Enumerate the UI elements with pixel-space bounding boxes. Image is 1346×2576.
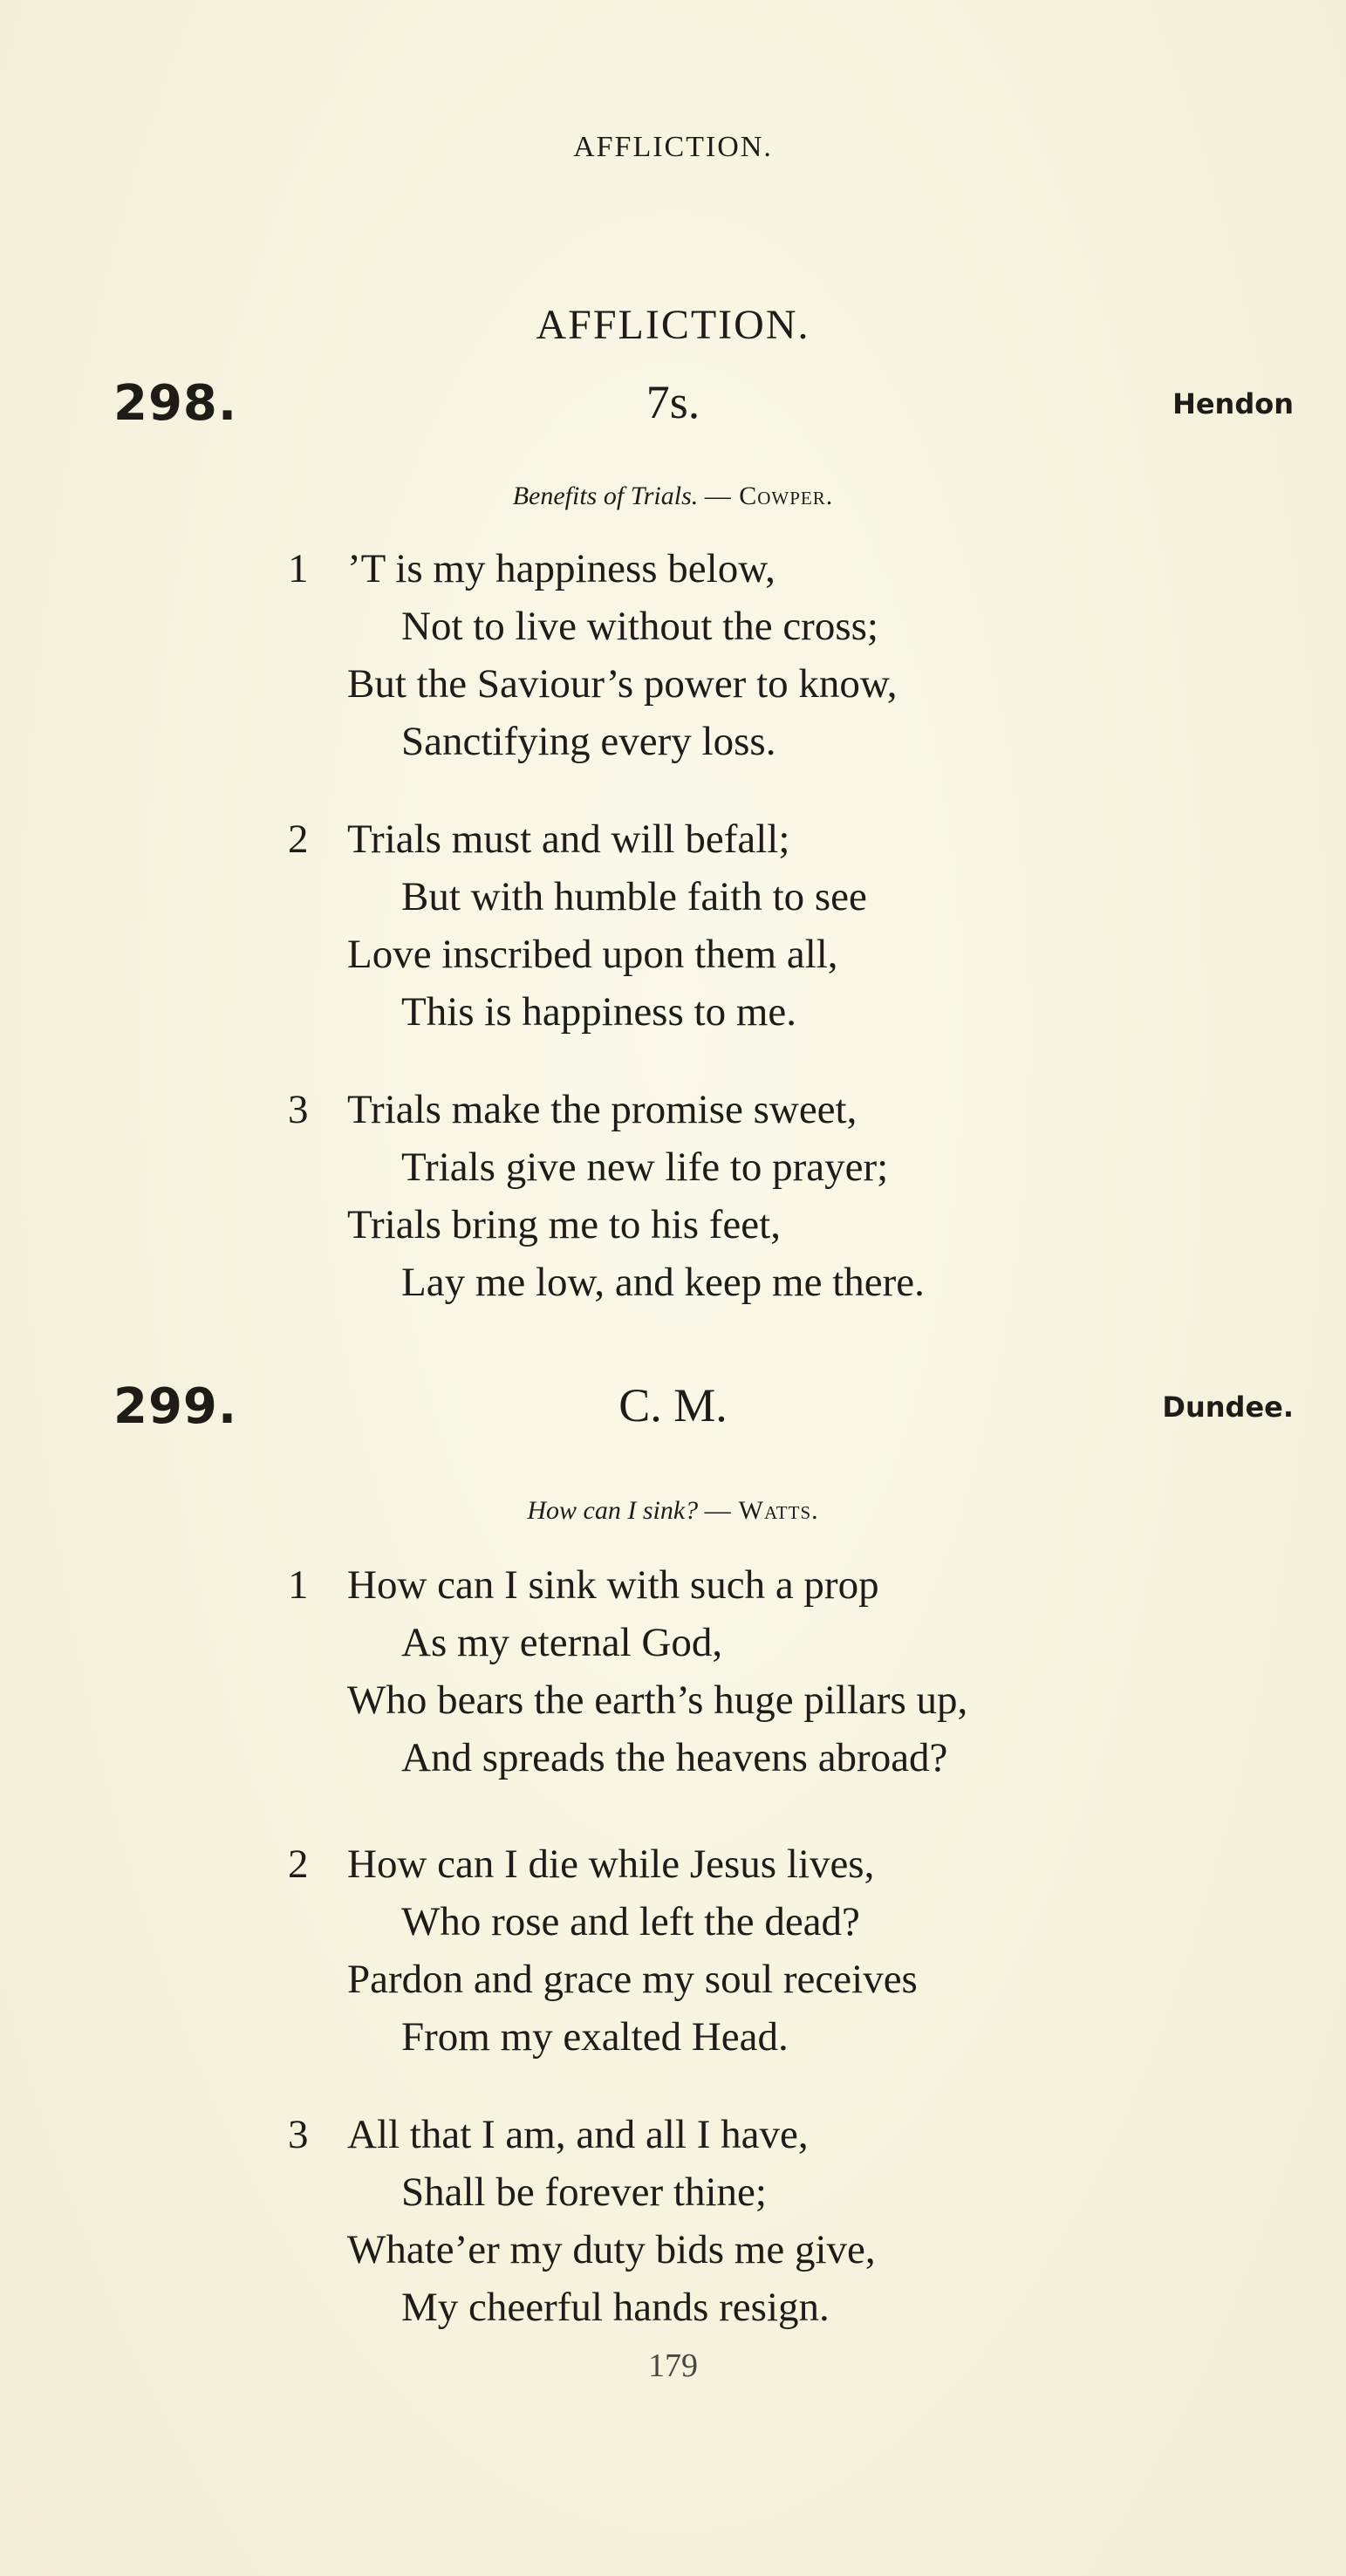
hymn-subtitle [0, 1496, 1346, 1526]
stanza-number: 2 [288, 817, 309, 862]
section-title: AFFLICTION. [536, 302, 810, 348]
hymn-author: — Cowper. [704, 482, 834, 510]
verse-line: Sanctifying every loss. [401, 719, 776, 764]
stanza-number: 1 [288, 1562, 309, 1608]
hymn-number: 299. [113, 1378, 238, 1435]
verse-line: How can I sink with such a prop [347, 1562, 879, 1608]
verse-line: But with humble faith to see [401, 874, 867, 919]
hymn-subtitle-text: Benefits of Trials. [512, 482, 699, 510]
stanza-number: 1 [288, 546, 309, 591]
hymn-tune: Dundee. [1162, 1390, 1294, 1424]
hymn-meter: C. M. [618, 1379, 728, 1431]
verse-line: Who bears the earth’s huge pillars up, [347, 1677, 968, 1723]
hymn-meter: 7s. [646, 376, 700, 428]
verse-line: All that I am, and all I have, [347, 2112, 809, 2157]
verse-line: Not to live without the cross; [401, 604, 878, 649]
stanza-number: 3 [288, 1087, 309, 1132]
verse-line: My cheerful hands resign. [401, 2285, 830, 2330]
verse-line: But the Saviour’s power to know, [347, 661, 898, 707]
verse-line: Shall be forever thine; [401, 2169, 767, 2215]
hymn-number: 298. [113, 375, 238, 432]
stanza-number: 3 [288, 2112, 309, 2157]
verse-line: This is happiness to me. [401, 989, 796, 1035]
verse-line: Who rose and left the dead? [401, 1899, 860, 1944]
verse-line: Whate’er my duty bids me give, [347, 2227, 876, 2272]
hymn-subtitle [0, 482, 1346, 511]
verse-line: ’T is my happiness below, [347, 546, 775, 591]
verse-line: From my exalted Head. [401, 2014, 789, 2060]
verse-line: Love inscribed upon them all, [347, 932, 838, 977]
verse-line: Trials give new life to prayer; [401, 1145, 889, 1190]
verse-line: Trials bring me to his feet, [347, 1202, 781, 1247]
hymn-header [0, 375, 1346, 436]
verse-line: And spreads the heavens abroad? [401, 1735, 948, 1780]
stanza-number: 2 [288, 1841, 309, 1887]
hymn-author: — Watts. [704, 1496, 819, 1525]
verse-line: Trials must and will befall; [347, 817, 790, 862]
hymn-header [0, 1378, 1346, 1439]
verse-line: As my eternal God, [401, 1620, 723, 1665]
page-number: 179 [648, 2347, 698, 2384]
verse-line: Pardon and grace my soul receives [347, 1957, 918, 2002]
hymn-tune: Hendon [1172, 387, 1294, 420]
verse-line: Lay me low, and keep me there. [401, 1260, 925, 1305]
hymn-subtitle-text: How can I sink? [527, 1496, 699, 1525]
verse-line: Trials make the promise sweet, [347, 1087, 857, 1132]
verse-line: How can I die while Jesus lives, [347, 1841, 875, 1887]
running-head: AFFLICTION. [573, 131, 773, 163]
